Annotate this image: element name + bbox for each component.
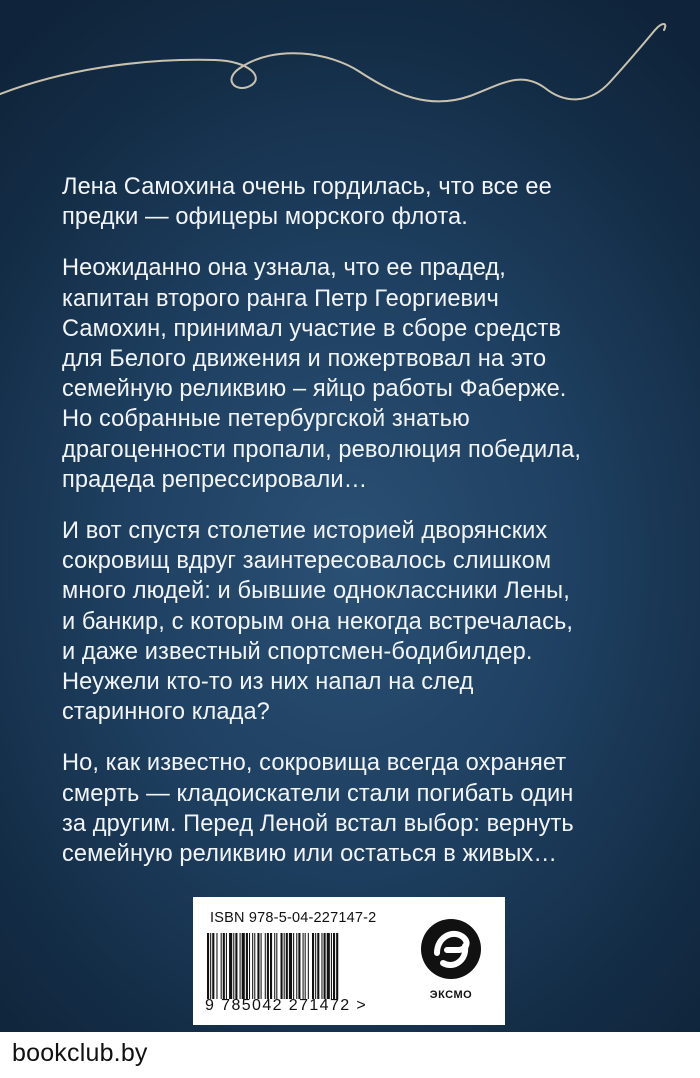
barcode-panel [193,897,505,1025]
book-description [62,172,662,890]
description-paragraph-4: Но, как известно, сокровища всегда охраняет смерть — кладоискатели стали погибать один за другим. Перед Леной встал выбор: вернуть семейную реликвию или остаться в живых… [62,750,574,868]
description-paragraph-3: И вот спустя столетие историей дворянских сокровищ вдруг заинтересовалось слишком много людей: и бывшие одноклассники Лены, и банкир, с которым она некогда встречалась, и даже известный спортсмен-бодибилдер. Неужели кто-то из них напал на след старинного клада? [62,518,574,726]
isbn-label: ISBN 978-5-04-227147-2 [210,910,377,926]
barcode-digits: 9 785042 271472 > [205,997,368,1014]
description-paragraph-2: Неожиданно она узнала, что ее прадед, капитан второго ранга Петр Георгиевич Самохин, принимал участие в сборе средств для Белого движения и пожертвовал на это семейную реликвию – яйцо работы Фаберже. Но собранные петербургской знатью драгоценности пропали, революция победила, прадеда репрессировали… [62,255,582,493]
publisher-name: ЭКСМО [429,989,473,1001]
decorative-swirl-ornament [0,0,700,170]
watermark-bar [0,1032,700,1078]
barcode-bars [207,933,403,999]
description-paragraph-1: Лена Самохина очень гордилась, что все ее предки — офицеры морского флота. [62,174,552,231]
watermark-text: bookclub.by [12,1039,148,1067]
